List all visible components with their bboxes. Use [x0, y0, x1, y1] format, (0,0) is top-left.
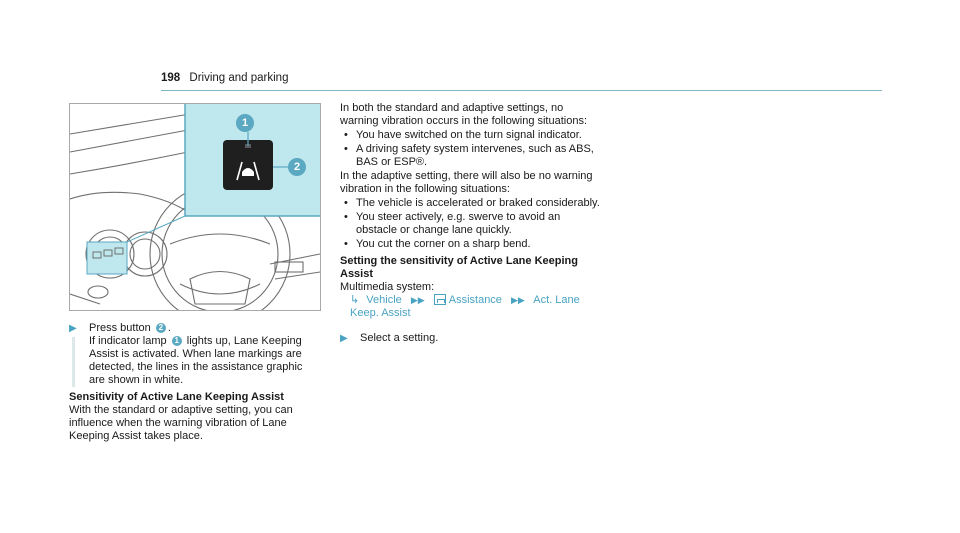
list-item: • You cut the corner on a sharp bend.	[340, 238, 600, 251]
adaptive-intro: In the adaptive setting, there will also be no warning vibration in the following situations:	[340, 170, 593, 195]
system-label: Multimedia system:	[340, 281, 435, 293]
select-setting-text: Select a setting.	[360, 332, 439, 344]
press-button-instruction	[69, 322, 319, 387]
chevron-right-icon: ▶▶	[410, 295, 425, 305]
bullet-list-2	[340, 197, 600, 251]
callout-1-label: 1	[241, 117, 249, 129]
instruction-text: lights up, Lane Keeping	[186, 335, 302, 347]
instruction-detail: Assist is activated. When lane markings are detected, the lines in the assistance graphic are shown in white.	[89, 348, 303, 386]
sensitivity-paragraph: With the standard or adaptive setting, you can influence when the warning vibration of Lane Keeping Assist takes place.	[69, 404, 293, 442]
callout-2-badge	[288, 158, 306, 176]
right-column	[340, 102, 600, 345]
setting-heading: Setting the sensitivity of Active Lane Keeping Assist	[340, 255, 578, 280]
list-item: • You have switched on the turn signal indicator.	[340, 129, 600, 142]
instruction-text: .	[167, 322, 171, 334]
select-setting-instruction	[340, 332, 600, 345]
menu-path-hook-icon: ↳	[350, 294, 360, 306]
menu-path-assistance: Assistance	[448, 294, 502, 306]
menu-path-lane-keep: Act. Lane Keep. Assist	[350, 294, 580, 319]
instruction-bar	[72, 337, 75, 387]
sensitivity-heading: Sensitivity of Active Lane Keeping Assist	[69, 391, 284, 403]
menu-path	[340, 294, 600, 320]
list-item: • The vehicle is accelerated or braked considerably.	[340, 197, 600, 210]
header-divider	[161, 90, 882, 91]
instruction-arrow-icon: ▶	[69, 323, 77, 334]
callout-2-label: 2	[293, 161, 301, 173]
callout-1-badge	[236, 114, 254, 132]
instruction-text: If indicator lamp	[89, 335, 167, 347]
chevron-right-icon: ▶▶	[511, 295, 525, 305]
page-number: 198	[161, 72, 181, 84]
no-vibration-intro: In both the standard and adaptive settings, no warning vibration occurs in the following situations:	[340, 102, 588, 127]
left-column	[69, 322, 319, 443]
menu-path-vehicle: Vehicle	[366, 294, 402, 306]
instruction-arrow-icon: ▶	[340, 333, 348, 344]
instruction-text: Press button	[89, 322, 151, 334]
page-header	[161, 72, 288, 84]
list-item: • You steer actively, e.g. swerve to avoid an obstacle or change lane quickly.	[340, 211, 600, 237]
instruction-line-1	[89, 322, 319, 335]
inline-badge-1: 1	[172, 336, 182, 346]
list-item: • A driving safety system intervenes, such as ABS, BAS or ESP®.	[340, 143, 600, 169]
cockpit-illustration	[69, 103, 321, 311]
inline-badge-2: 2	[156, 323, 166, 333]
assistance-car-icon	[434, 294, 446, 305]
cockpit-drawing	[70, 104, 320, 310]
bullet-list-1	[340, 129, 600, 169]
section-title: Driving and parking	[189, 72, 289, 84]
instruction-line-2	[89, 335, 319, 348]
